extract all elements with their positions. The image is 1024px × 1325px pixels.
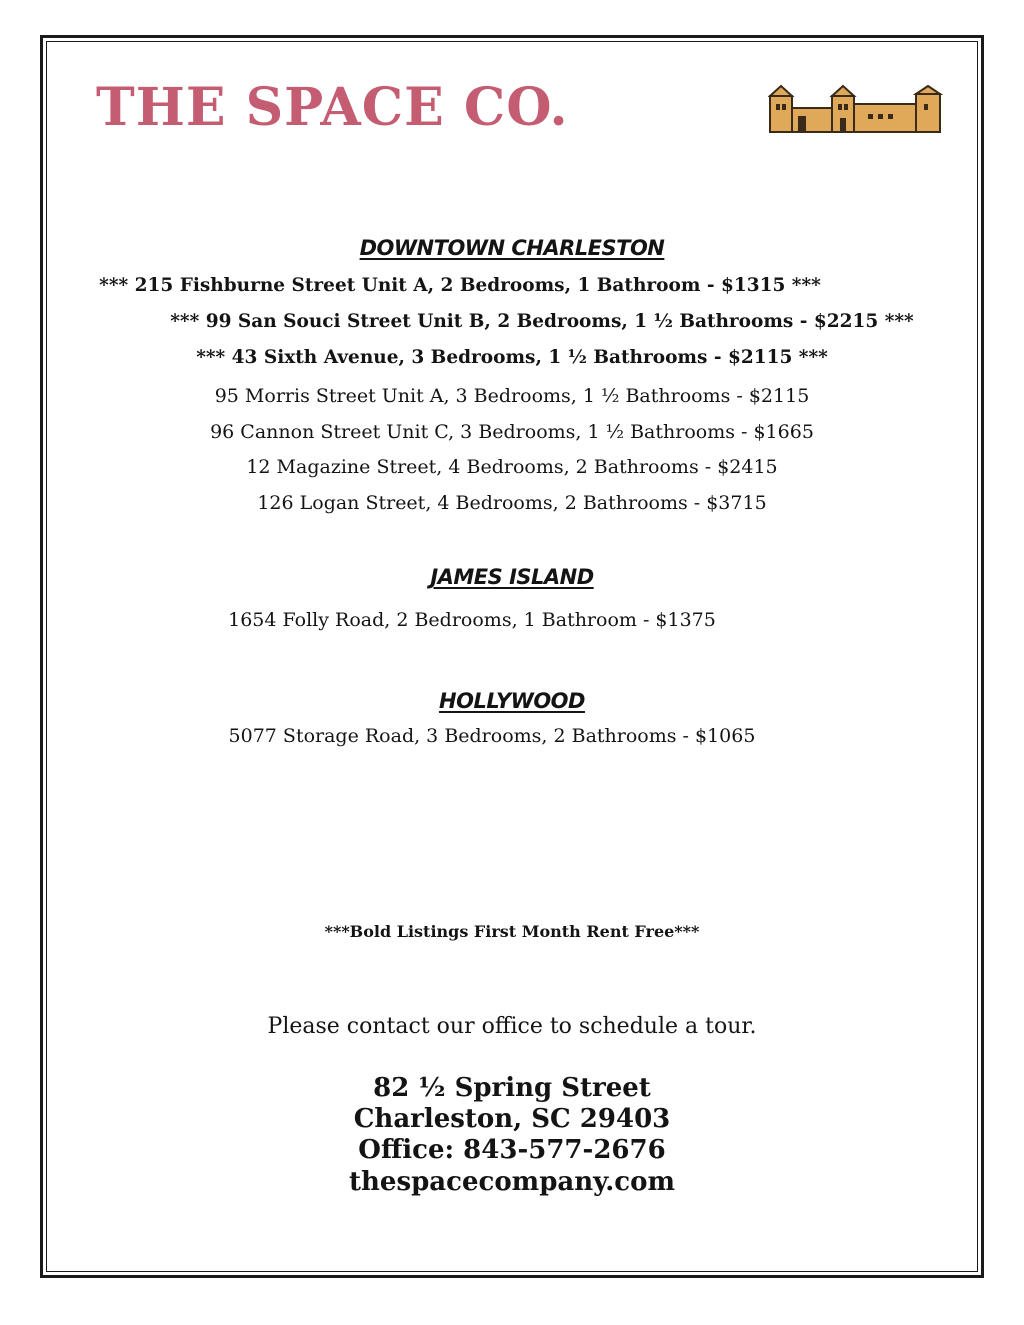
listing-item: *** 99 San Souci Street Unit B, 2 Bedrooms, 1 ½ Bathrooms - $2215 *** <box>170 311 914 332</box>
promo-note: ***Bold Listings First Month Rent Free*** <box>324 922 700 941</box>
listing-item: 96 Cannon Street Unit C, 3 Bedrooms, 1 ½ Bathrooms - $1665 <box>210 421 814 443</box>
company-website: thespacecompany.com <box>349 1167 675 1197</box>
office-street: 82 ½ Spring Street <box>373 1073 651 1103</box>
section-heading-james-island: JAMES ISLAND <box>430 565 594 589</box>
listing-item: 12 Magazine Street, 4 Bedrooms, 2 Bathrooms - $2415 <box>246 456 778 478</box>
office-phone: Office: 843-577-2676 <box>358 1135 666 1165</box>
section-heading-downtown: DOWNTOWN CHARLESTON <box>359 236 665 260</box>
contact-instruction: Please contact our office to schedule a tour. <box>267 1014 757 1039</box>
listing-item: *** 43 Sixth Avenue, 3 Bedrooms, 1 ½ Bathrooms - $2115 *** <box>196 347 828 368</box>
listing-item: 1654 Folly Road, 2 Bedrooms, 1 Bathroom - $1375 <box>228 609 716 631</box>
listing-item: 95 Morris Street Unit A, 3 Bedrooms, 1 ½ Bathrooms - $2115 <box>214 385 810 407</box>
building-logo-icon <box>768 82 944 134</box>
office-city: Charleston, SC 29403 <box>353 1104 671 1134</box>
company-logo-text: THE SPACE CO. <box>96 77 569 138</box>
listing-item: 5077 Storage Road, 3 Bedrooms, 2 Bathrooms - $1065 <box>228 725 756 747</box>
listing-item: *** 215 Fishburne Street Unit A, 2 Bedrooms, 1 Bathroom - $1315 *** <box>99 275 821 296</box>
section-heading-hollywood: HOLLYWOOD <box>439 689 585 713</box>
listing-item: 126 Logan Street, 4 Bedrooms, 2 Bathrooms - $3715 <box>257 492 767 514</box>
